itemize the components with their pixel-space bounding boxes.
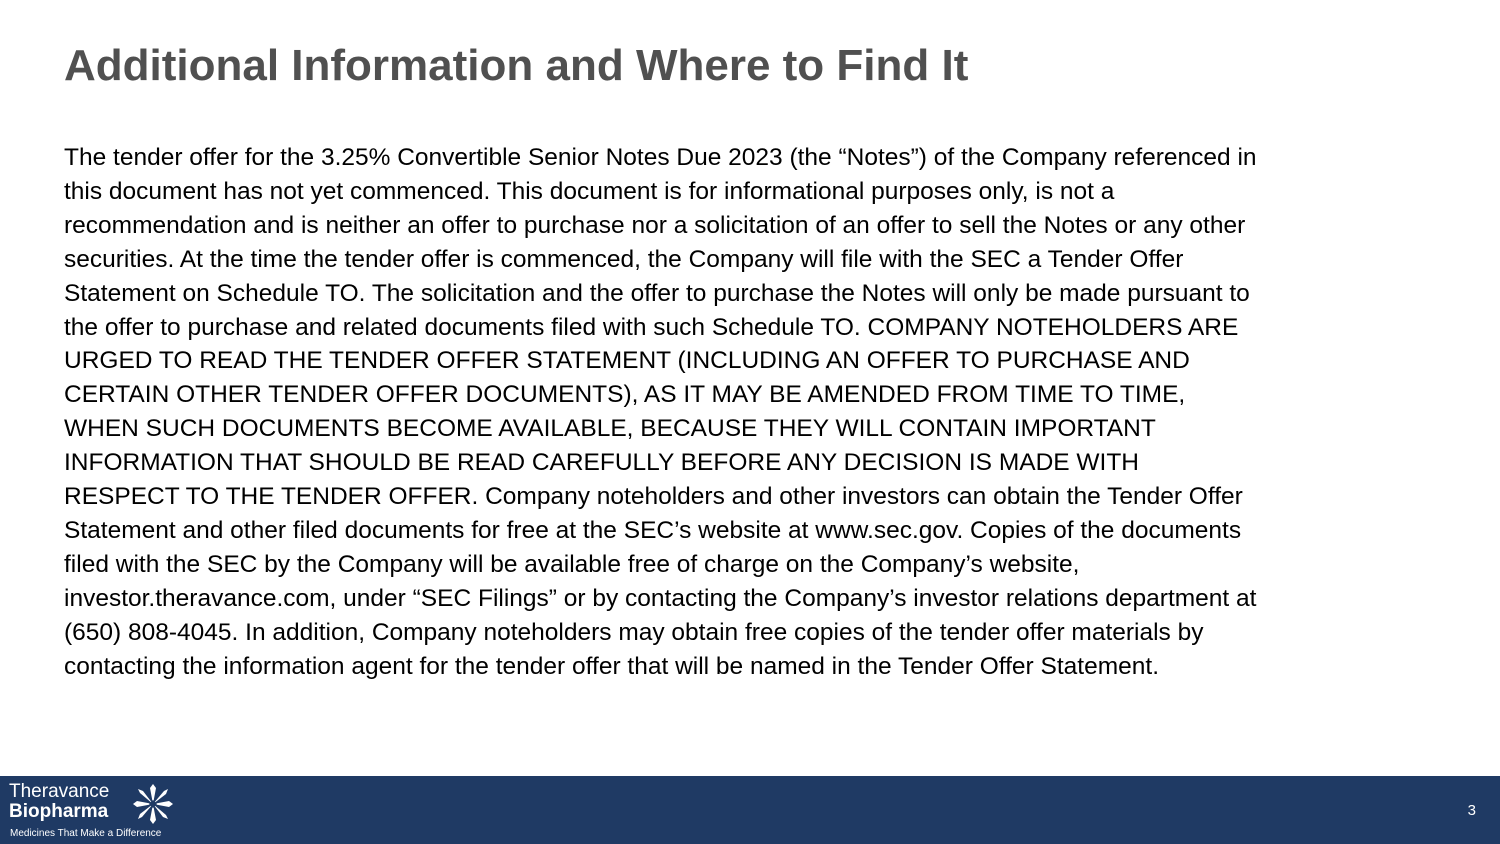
body-line: WHEN SUCH DOCUMENTS BECOME AVAILABLE, BECAUSE THEY WILL CONTAIN IMPORTANT bbox=[64, 415, 1156, 443]
body-line: filed with the SEC by the Company will be available free of charge on the Company’s website, bbox=[64, 550, 1080, 578]
body-paragraph bbox=[64, 141, 1444, 684]
star-burst-icon bbox=[133, 784, 173, 824]
page-number: 3 bbox=[1467, 802, 1476, 819]
body-line: investor.theravance.com, under “SEC Filings” or by contacting the Company’s investor relations department at bbox=[64, 584, 1257, 612]
logo-name-line1: Theravance bbox=[9, 781, 110, 802]
body-line: Statement and other filed documents for free at the SEC’s website at www.sec.gov. Copies of the documents bbox=[64, 516, 1242, 544]
body-line: CERTAIN OTHER TENDER OFFER DOCUMENTS), AS IT MAY BE AMENDED FROM TIME TO TIME, bbox=[64, 381, 1186, 409]
body-line: Statement on Schedule TO. The solicitation and the offer to purchase the Notes will only be made pursuant to bbox=[64, 279, 1250, 307]
logo-name-line2: Biopharma bbox=[9, 801, 109, 822]
company-logo bbox=[9, 782, 179, 842]
body-line: this document has not yet commenced. This document is for informational purposes only, is not a bbox=[64, 177, 1115, 205]
body-line: INFORMATION THAT SHOULD BE READ CAREFULLY BEFORE ANY DECISION IS MADE WITH bbox=[64, 449, 1139, 477]
body-line: The tender offer for the 3.25% Convertible Senior Notes Due 2023 (the “Notes”) of the Company referenced in bbox=[64, 144, 1257, 171]
body-line: securities. At the time the tender offer is commenced, the Company will file with the SEC a Tender Offer bbox=[64, 245, 1184, 273]
logo-tagline: Medicines That Make a Difference bbox=[10, 828, 162, 839]
body-line: contacting the information agent for the tender offer that will be named in the Tender Offer Statement. bbox=[64, 652, 1159, 680]
body-line: the offer to purchase and related documents filed with such Schedule TO. COMPANY NOTEHOLDERS ARE bbox=[64, 313, 1239, 341]
body-line: RESPECT TO THE TENDER OFFER. Company noteholders and other investors can obtain the Tender Offer bbox=[64, 483, 1243, 511]
slide-title: Additional Information and Where to Find It bbox=[64, 41, 969, 90]
body-line: recommendation and is neither an offer to purchase nor a solicitation of an offer to sell the Notes or any other bbox=[64, 211, 1246, 239]
body-line: URGED TO READ THE TENDER OFFER STATEMENT (INCLUDING AN OFFER TO PURCHASE AND bbox=[64, 347, 1190, 375]
body-line: (650) 808-4045. In addition, Company noteholders may obtain free copies of the tender offer materials by bbox=[64, 618, 1204, 646]
footer-bar bbox=[0, 776, 1500, 844]
